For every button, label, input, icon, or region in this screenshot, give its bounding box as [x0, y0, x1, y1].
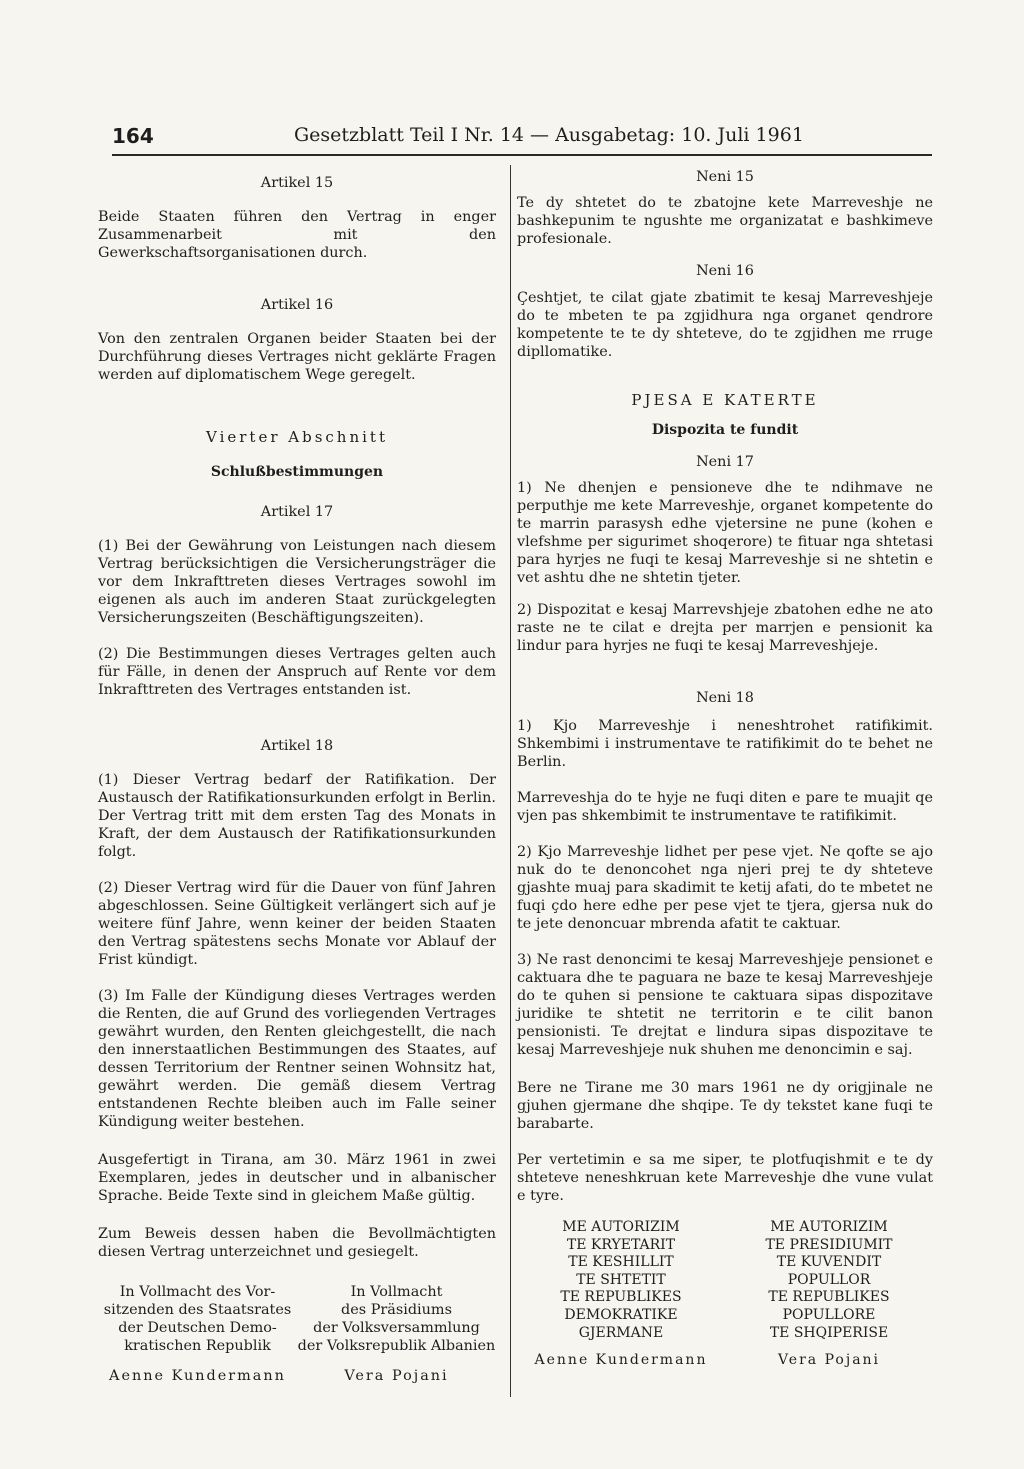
signature-block-gdr	[98, 1283, 297, 1385]
signature-line: TE REPUBLIKES	[768, 1289, 890, 1306]
article-18-paragraph-1: (1) Dieser Vertrag bedarf der Ratifikation. Der Austausch der Ratifikationsurkunden erfolgt in Berlin. Der Vertrag tritt mit dem ersten Tag des Monats in Kraft, der dem Austausch der Ratifikationsurkunden folgt.	[98, 772, 496, 860]
signature-line: DEMOKRATIKE	[564, 1306, 678, 1323]
signature-line: TE SHTETIT	[576, 1271, 666, 1288]
done-at-clause: Bere ne Tirane me 30 mars 1961 ne dy origjinale ne gjuhen gjermane dhe shqipe. Te dy tekstet kane fuqi te barabarte.	[517, 1080, 933, 1132]
signature-block-albania	[725, 1219, 933, 1370]
article-17-title: Artikel 17	[260, 504, 334, 520]
signature-line: TE SHQIPERISE	[769, 1324, 889, 1341]
neni-15-text: Te dy shtetet do te zbatojne kete Marreveshje ne bashkepunim te ngushte me organizatat e bashkimeve profesionale.	[517, 195, 933, 247]
neni-17-paragraph-1: 1) Ne dhenjen e pensioneve dhe te ndihmave ne perputhje me kete Marreveshje, organet kompetente do te marrin parasysh edhe vjetersine ne pune (kohen e vlefshme per sigurimet shoqerore) te fituar nga shtetasi para hyrjes ne fuqi te kesaj Marreveshje si ne shtetin e vet ashtu dhe ne shtetin tjeter.	[517, 480, 933, 586]
article-17-paragraph-1: (1) Bei der Gewährung von Leistungen nach diesem Vertrag berücksichtigen die Versicherungsträger die vor dem Inkrafttreten dieses Vertrages sowohl im eigenen als auch im anderen Staat zurückgelegten Versicherungszeiten (Beschäftigungszeiten).	[98, 538, 496, 626]
neni-18-paragraph-3: 2) Kjo Marreveshje lidhet per pese vjet. Ne qofte se ajo nuk do te denoncohet nga njeri prej te dy shteteve gjashte muaj para skadimit te ketij afati, do te mbetet ne fuqi çdo here edhe per pese vjet te tjera, gjersa nuk do te jete denoncuar mbrenda afatit te caktuar.	[517, 844, 933, 932]
neni-16-title: Neni 16	[696, 263, 754, 279]
neni-17-title: Neni 17	[696, 454, 754, 470]
neni-15-title: Neni 15	[696, 169, 754, 185]
signatory-name: Vera Pojani	[777, 1352, 881, 1369]
signature-line: sitzenden des Staatsrates	[103, 1302, 292, 1318]
signature-line: TE KRYETARIT	[566, 1236, 676, 1253]
signature-line: TE KUVENDIT	[776, 1254, 882, 1271]
signature-blocks	[517, 1219, 933, 1370]
witness-clause: Zum Beweis dessen haben die Bevollmächtigten diesen Vertrag unterzeichnet und gesiegelt.	[98, 1226, 496, 1260]
neni-18-paragraph-4: 3) Ne rast denoncimi te kesaj Marreveshjeje pensionet e caktuara dhe te paguara ne baze te kesaj Marreveshjeje do te quhen si pensione te caktuara sipas dispozitave juridike te shtetit ne territorin e te cilit banon pensionisti. Te drejtat e lindura sipas dispozitave te kesaj Marreveshjeje nuk shuhen me denoncimin e saj.	[517, 952, 933, 1058]
signature-line: In Vollmacht	[350, 1284, 443, 1300]
signature-line: TE KESHILLIT	[568, 1254, 674, 1271]
article-15-title: Artikel 15	[260, 175, 334, 191]
neni-16-text: Çeshtjet, te cilat gjate zbatimit te kesaj Marreveshjeje do te mbeten te pa zgjidhura nga organet qendrore kompetente te te dy shteteve, do te zgjidhen me rruge dipllomatike.	[517, 290, 933, 360]
neni-18-title: Neni 18	[696, 690, 754, 706]
signature-blocks	[98, 1283, 496, 1385]
signature-line: POPULLOR	[787, 1271, 871, 1288]
signatory-name: Aenne Kundermann	[534, 1352, 708, 1369]
section-subtitle: Schlußbestimmungen	[210, 464, 384, 480]
signature-block-gdr	[517, 1219, 725, 1370]
section-title: PJESA E KATERTE	[631, 391, 819, 409]
signature-line: der Volksrepublik Albanien	[297, 1338, 496, 1354]
column-divider	[510, 165, 511, 1397]
article-16-text: Von den zentralen Organen beider Staaten bei der Durchführung dieses Vertrages nicht geklärte Fragen werden auf diplomatischem Wege geregelt.	[98, 331, 496, 383]
signatory-name: Vera Pojani	[344, 1368, 449, 1384]
neni-17-paragraph-2: 2) Dispozitat e kesaj Marrevshjeje zbatohen edhe ne ato raste ne te cilat e drejta per marrjen e pensionit ka lindur para hyrjes ne fuqi te kesaj Marreveshjeje.	[517, 602, 933, 654]
section-subtitle: Dispozita te fundit	[651, 422, 799, 438]
article-15-text: Beide Staaten führen den Vertrag in enger Zusammenarbeit mit den Gewerkschaftsorganisationen durch.	[98, 209, 496, 261]
signature-line: des Präsidiums	[341, 1302, 452, 1318]
article-17-paragraph-2: (2) Die Bestimmungen dieses Vertrages gelten auch für Fälle, in denen der Anspruch auf Rente vor dem Inkrafttreten des Vertrages entstanden ist.	[98, 646, 496, 698]
signature-line: der Deutschen Demo-	[118, 1320, 277, 1336]
signature-line: TE PRESIDIUMIT	[765, 1236, 893, 1253]
article-18-paragraph-3: (3) Im Falle der Kündigung dieses Vertrages werden die Renten, die auf Grund des vorliegenden Vertrages gewährt wurden, den Renten gleichgestellt, die nach den innerstaatlichen Bestimmungen des Staates, auf dessen Territorium der Rentner seinen Wohnsitz hat, gewährt werden. Die gemäß diesem Vertrag entstandenen Rechte bleiben auch im Falle seiner Kündigung weiter bestehen.	[98, 988, 496, 1130]
neni-18-paragraph-2: Marreveshja do te hyje ne fuqi diten e pare te muajit qe vjen pas shkembimit te instrumentave te ratifikimit.	[517, 790, 933, 824]
article-18-paragraph-2: (2) Dieser Vertrag wird für die Dauer von fünf Jahren abgeschlossen. Seine Gültigkeit verlängert sich auf je weitere fünf Jahre, wenn keiner der beiden Staaten den Vertrag spätestens sechs Monate vor Ablauf der Frist kündigt.	[98, 880, 496, 968]
neni-18-paragraph-1: 1) Kjo Marreveshje i neneshtrohet ratifikimit. Shkembimi i instrumentave te ratifikimit do te behet ne Berlin.	[517, 718, 933, 770]
witness-clause: Per vertetimin e sa me siper, te plotfuqishmit e te dy shteteve neneshkruan kete Marreveshje dhe vune vulat e tyre.	[517, 1152, 933, 1204]
albanian-column	[517, 165, 933, 1370]
signature-line: In Vollmacht des Vor-	[119, 1284, 276, 1300]
article-16-title: Artikel 16	[260, 297, 334, 313]
signature-line: der Volksversammlung	[313, 1320, 480, 1336]
page-header	[112, 120, 932, 156]
signatory-name: Aenne Kundermann	[109, 1368, 286, 1384]
signature-line: ME AUTORIZIM	[770, 1219, 888, 1235]
signature-line: GJERMANE	[578, 1324, 664, 1341]
page-number: 164	[112, 124, 154, 148]
header-title: Gesetzblatt Teil I Nr. 14 — Ausgabetag: 10. Juli 1961	[294, 124, 804, 146]
german-column	[98, 165, 496, 1385]
article-18-title: Artikel 18	[260, 738, 334, 754]
section-title: Vierter Abschnitt	[206, 428, 388, 446]
signature-line: TE REPUBLIKES	[560, 1289, 682, 1306]
signature-block-albania	[297, 1283, 496, 1385]
done-at-clause: Ausgefertigt in Tirana, am 30. März 1961 in zwei Exemplaren, jedes in deutscher und in albanischer Sprache. Beide Texte sind in gleichem Maße gültig.	[98, 1152, 496, 1204]
signature-line: kratischen Republik	[124, 1338, 271, 1354]
signature-line: POPULLORE	[782, 1306, 876, 1323]
signature-line: ME AUTORIZIM	[562, 1219, 680, 1235]
